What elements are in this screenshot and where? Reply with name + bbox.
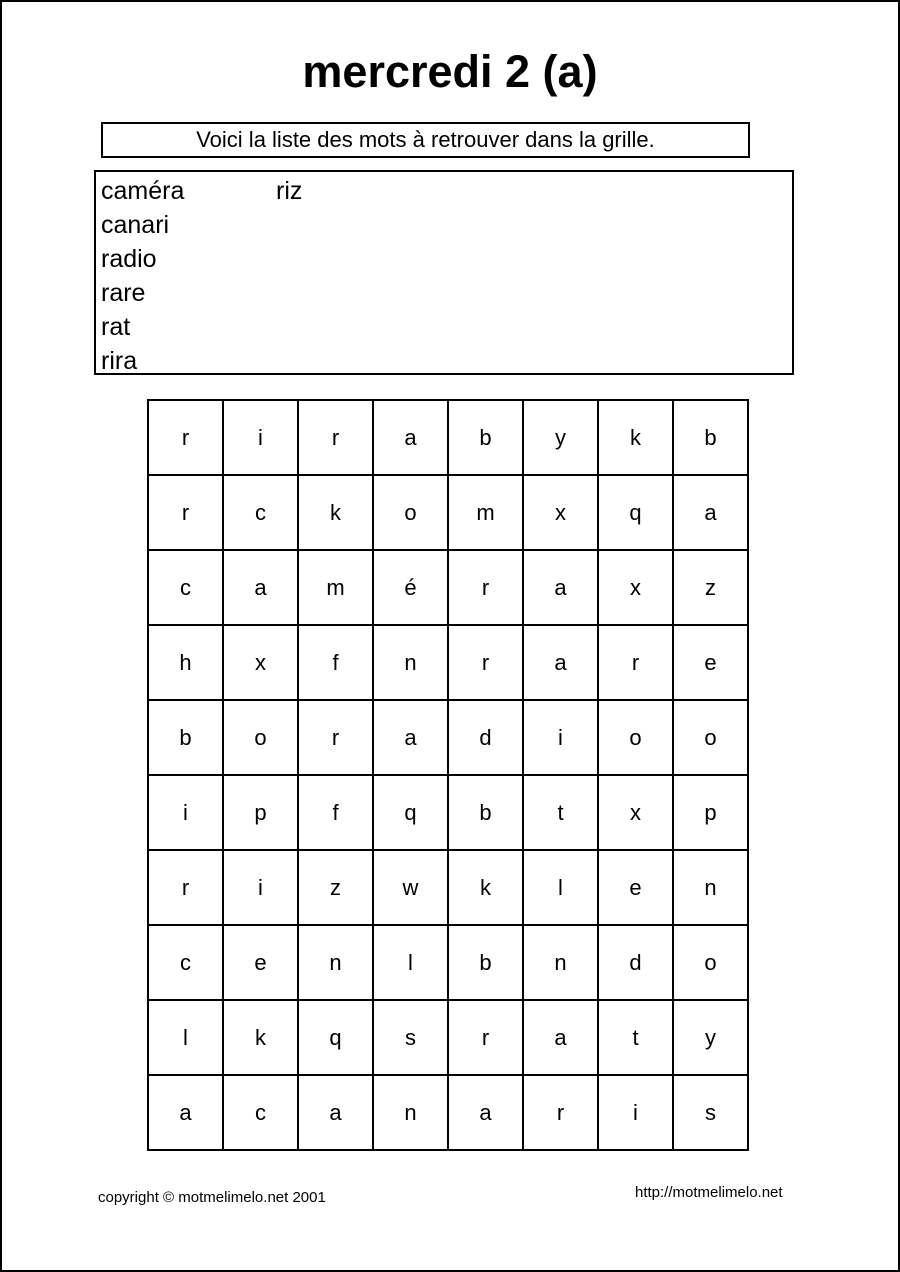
grid-cell: a <box>673 475 748 550</box>
grid-cell: b <box>448 775 523 850</box>
grid-cell: t <box>523 775 598 850</box>
grid-cell: a <box>373 700 448 775</box>
grid-cell: a <box>523 625 598 700</box>
grid-cell: d <box>448 700 523 775</box>
grid-cell: q <box>598 475 673 550</box>
grid-cell: n <box>673 850 748 925</box>
grid-cell: r <box>298 700 373 775</box>
grid-cell: p <box>223 775 298 850</box>
grid-cell: b <box>148 700 223 775</box>
grid-cell: r <box>448 550 523 625</box>
grid-cell: i <box>223 400 298 475</box>
grid-cell: n <box>523 925 598 1000</box>
grid-cell: x <box>523 475 598 550</box>
grid-cell: x <box>598 550 673 625</box>
grid-cell: k <box>223 1000 298 1075</box>
grid-cell: a <box>223 550 298 625</box>
grid-cell: s <box>373 1000 448 1075</box>
grid-cell: t <box>598 1000 673 1075</box>
grid-cell: a <box>373 400 448 475</box>
grid-cell: w <box>373 850 448 925</box>
grid-cell: q <box>373 775 448 850</box>
grid-cell: a <box>148 1075 223 1150</box>
grid-cell: b <box>673 400 748 475</box>
grid-cell: z <box>673 550 748 625</box>
grid-cell: k <box>298 475 373 550</box>
grid-cell: y <box>523 400 598 475</box>
grid-cell: m <box>298 550 373 625</box>
grid-cell: i <box>223 850 298 925</box>
grid-cell: r <box>148 850 223 925</box>
grid-cell: s <box>673 1075 748 1150</box>
grid-cell: x <box>598 775 673 850</box>
grid-cell: e <box>223 925 298 1000</box>
page-title: mercredi 2 (a) <box>302 46 598 97</box>
grid-cell: é <box>373 550 448 625</box>
grid-cell: m <box>448 475 523 550</box>
grid-cell: n <box>373 625 448 700</box>
word-list-item: riz <box>276 177 303 205</box>
word-list-item: rat <box>101 313 131 341</box>
footer-copyright: copyright © motmelimelo.net 2001 <box>98 1189 326 1206</box>
grid-cell: l <box>523 850 598 925</box>
grid-cell: r <box>448 625 523 700</box>
grid-cell: h <box>148 625 223 700</box>
grid-cell: o <box>673 700 748 775</box>
grid-cell: n <box>298 925 373 1000</box>
grid-cell: a <box>523 1000 598 1075</box>
grid-cell: x <box>223 625 298 700</box>
grid-cell: o <box>598 700 673 775</box>
grid-cell: l <box>148 1000 223 1075</box>
grid-cell: r <box>298 400 373 475</box>
footer-url: http://motmelimelo.net <box>635 1184 783 1201</box>
grid-cell: i <box>523 700 598 775</box>
grid-cell: y <box>673 1000 748 1075</box>
grid-cell: a <box>448 1075 523 1150</box>
grid-cell: f <box>298 625 373 700</box>
word-list-box <box>94 170 794 375</box>
grid-cell: r <box>523 1075 598 1150</box>
grid-cell: a <box>298 1075 373 1150</box>
grid-cell: n <box>373 1075 448 1150</box>
grid-cell: c <box>148 550 223 625</box>
word-list-item: canari <box>101 211 170 239</box>
grid-cell: p <box>673 775 748 850</box>
word-list-column-1 <box>101 174 184 378</box>
grid-cell: c <box>148 925 223 1000</box>
word-list-item: rare <box>101 279 146 307</box>
word-list-item: radio <box>101 245 157 273</box>
word-list-item: rira <box>101 347 138 375</box>
word-list-column-2 <box>276 174 302 208</box>
grid-cell: r <box>148 475 223 550</box>
grid-cell: e <box>673 625 748 700</box>
grid-cell: r <box>598 625 673 700</box>
grid-cell: b <box>448 400 523 475</box>
grid-cell: c <box>223 1075 298 1150</box>
instruction-box <box>101 122 750 158</box>
grid-cell: d <box>598 925 673 1000</box>
word-search-grid <box>147 399 749 1151</box>
grid-cell: a <box>523 550 598 625</box>
grid-cell: e <box>598 850 673 925</box>
grid-cell: q <box>298 1000 373 1075</box>
grid-cell: f <box>298 775 373 850</box>
grid-cell: o <box>673 925 748 1000</box>
grid-cell: l <box>373 925 448 1000</box>
word-list-item: caméra <box>101 177 185 205</box>
grid-cell: z <box>298 850 373 925</box>
grid-cell: o <box>223 700 298 775</box>
instruction-text: Voici la liste des mots à retrouver dans la grille. <box>196 127 655 152</box>
grid-cell: i <box>148 775 223 850</box>
grid-cell: b <box>448 925 523 1000</box>
grid-cell: r <box>148 400 223 475</box>
grid-cell: c <box>223 475 298 550</box>
grid-cell: k <box>598 400 673 475</box>
grid-cell: o <box>373 475 448 550</box>
grid-cell: i <box>598 1075 673 1150</box>
grid-cell: k <box>448 850 523 925</box>
grid-cell: r <box>448 1000 523 1075</box>
